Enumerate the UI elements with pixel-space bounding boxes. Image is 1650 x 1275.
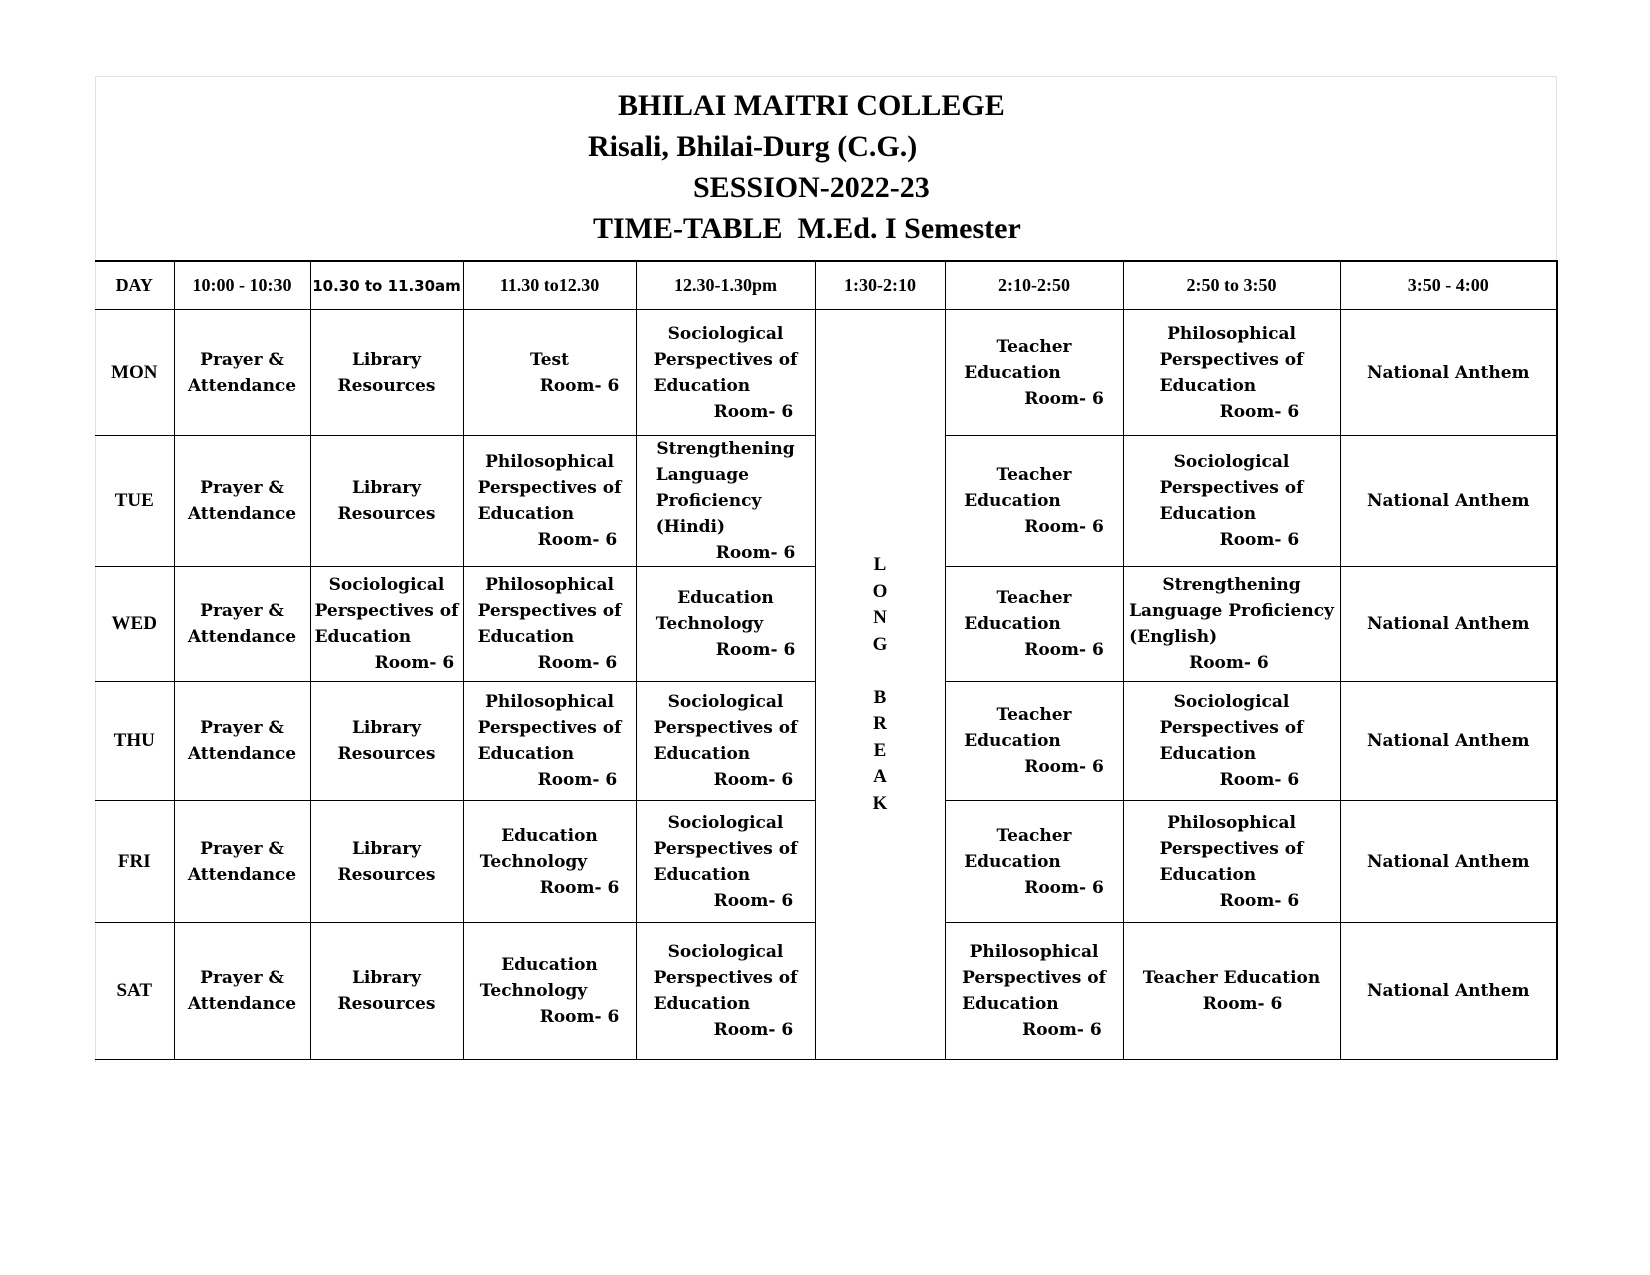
cell-line: Education: [314, 627, 412, 647]
cell-line: Room- 6: [1219, 401, 1300, 422]
cell-line: Language: [655, 465, 749, 485]
period-cell: [174, 682, 310, 801]
cell-text: [478, 572, 622, 676]
cell-text: [1160, 321, 1304, 425]
cell-line: Library: [351, 718, 422, 738]
break-letter: N: [873, 607, 887, 628]
cell-line: Perspectives of: [962, 968, 1106, 988]
cell-text: [1160, 689, 1304, 793]
cell-line: Room- 6: [1022, 1020, 1102, 1040]
cell-line: Education: [964, 614, 1061, 634]
cell-line: Education: [964, 731, 1061, 751]
period-cell: [636, 436, 815, 567]
cell-line: Attendance: [187, 994, 297, 1014]
cell-text: [656, 585, 796, 663]
period-cell: [636, 682, 815, 801]
college-location: Risali, Bhilai-Durg (C.G.): [588, 130, 918, 163]
period-cell: [1123, 436, 1340, 567]
cell-text: [962, 939, 1106, 1043]
cell-line: (English): [1129, 627, 1218, 647]
cell-line: Perspectives of: [477, 601, 622, 621]
cell-line: Room- 6: [374, 653, 455, 673]
national-anthem-cell: National Anthem: [1340, 923, 1557, 1060]
cell-line: Library: [351, 838, 422, 859]
cell-line: Teacher: [996, 588, 1072, 608]
cell-line: Room- 6: [713, 1020, 794, 1040]
cell-line: Perspectives of: [477, 718, 622, 738]
cell-line: Room- 6: [1202, 994, 1283, 1014]
cell-line: Philosophical: [1167, 323, 1296, 344]
cell-line: Sociological: [1173, 452, 1290, 472]
cell-line: Education: [964, 851, 1061, 872]
cell-line: Prayer &: [200, 838, 284, 859]
cell-text: [188, 715, 296, 767]
cell-line: Room- 6: [1024, 877, 1104, 898]
col-header-day: DAY: [95, 261, 174, 310]
cell-line: Strengthening: [1162, 575, 1301, 595]
period-cell: [310, 682, 463, 801]
cell-line: Prayer &: [200, 478, 284, 498]
session-label: SESSION-2022-23: [693, 171, 930, 204]
cell-text: [480, 823, 620, 901]
break-letter: A: [873, 766, 887, 787]
period-cell: [463, 801, 636, 923]
cell-line: Resources: [337, 375, 436, 396]
cell-line: Room- 6: [537, 653, 618, 673]
cell-line: Room- 6: [1024, 517, 1104, 537]
cell-line: Perspectives of: [1159, 718, 1304, 738]
cell-text: [480, 952, 620, 1030]
cell-line: Education: [653, 864, 751, 885]
cell-line: Education: [677, 588, 774, 608]
cell-text: [188, 836, 296, 888]
cell-line: Room- 6: [713, 770, 794, 790]
period-cell: [174, 801, 310, 923]
day-label: SAT: [95, 923, 174, 1060]
national-anthem-cell: National Anthem: [1340, 801, 1557, 923]
cell-text: [964, 334, 1104, 412]
day-row: [95, 310, 1557, 436]
col-header-period-4: 12.30-1.30pm: [636, 261, 815, 310]
cell-line: Room- 6: [1189, 653, 1269, 673]
cell-line: Teacher: [996, 825, 1072, 846]
cell-line: Sociological: [328, 575, 445, 595]
break-letter: B: [873, 686, 887, 708]
period-cell: [174, 567, 310, 682]
cell-text: [656, 436, 796, 566]
cell-line: Language Proficiency: [1129, 601, 1334, 621]
cell-text: [188, 347, 296, 399]
cell-line: Perspectives of: [653, 968, 798, 988]
cell-line: Education: [962, 994, 1059, 1014]
period-cell: [463, 436, 636, 567]
cell-text: [338, 475, 436, 527]
national-anthem-cell: National Anthem: [1340, 567, 1557, 682]
period-cell: [310, 801, 463, 923]
cell-line: Sociological: [1173, 692, 1290, 712]
cell-text: [654, 689, 798, 793]
period-cell: [174, 436, 310, 567]
cell-line: Library: [351, 349, 422, 370]
day-label: FRI: [95, 801, 174, 923]
cell-text: [478, 449, 622, 553]
period-cell: [1123, 682, 1340, 801]
period-cell: [310, 436, 463, 567]
cell-line: Education: [964, 362, 1061, 383]
cell-line: Attendance: [187, 744, 297, 764]
col-header-period-7: 2:50 to 3:50: [1123, 261, 1340, 310]
cell-line: Philosophical: [485, 452, 614, 472]
cell-line: (Hindi): [655, 517, 725, 537]
cell-line: Philosophical: [485, 692, 614, 712]
long-break-label: [873, 552, 888, 817]
period-cell: [945, 682, 1123, 801]
cell-line: Attendance: [187, 627, 297, 647]
period-cell: [636, 310, 815, 436]
cell-text: [338, 347, 436, 399]
cell-line: Room- 6: [1024, 640, 1104, 660]
cell-line: Teacher: [996, 336, 1072, 357]
cell-text: [1143, 965, 1321, 1017]
cell-line: Teacher Education: [1142, 968, 1321, 988]
cell-line: Education: [1159, 375, 1257, 396]
period-cell: [1123, 801, 1340, 923]
cell-line: Perspectives of: [653, 838, 798, 859]
cell-text: [964, 462, 1104, 540]
cell-line: Perspectives of: [1159, 478, 1304, 498]
period-cell: [310, 567, 463, 682]
college-name: BHILAI MAITRI COLLEGE: [618, 89, 1005, 122]
period-cell: [463, 310, 636, 436]
cell-line: Perspectives of: [653, 349, 798, 370]
cell-line: Education: [501, 955, 598, 975]
cell-line: Prayer &: [200, 349, 284, 370]
cell-text: [188, 965, 296, 1017]
cell-text: [1160, 810, 1304, 914]
cell-line: Attendance: [187, 864, 297, 885]
cell-text: [478, 689, 622, 793]
cell-line: Room- 6: [715, 640, 796, 660]
cell-text: [188, 475, 296, 527]
cell-line: Library: [351, 968, 422, 988]
cell-line: Resources: [337, 994, 436, 1014]
period-cell: [1123, 310, 1340, 436]
cell-text: [654, 939, 798, 1043]
cell-line: Prayer &: [200, 718, 284, 738]
cell-line: Philosophical: [485, 575, 614, 595]
cell-text: [964, 823, 1104, 901]
period-cell: [636, 923, 815, 1060]
cell-text: [338, 836, 436, 888]
day-label: THU: [95, 682, 174, 801]
cell-line: Education: [477, 744, 575, 764]
cell-line: Room- 6: [1024, 757, 1104, 777]
national-anthem-cell: National Anthem: [1340, 436, 1557, 567]
break-letter: [873, 658, 888, 685]
cell-line: Perspectives of: [314, 601, 459, 621]
day-label: TUE: [95, 436, 174, 567]
period-cell: [945, 436, 1123, 567]
cell-line: Room- 6: [1219, 530, 1300, 550]
cell-line: Room- 6: [1024, 388, 1104, 409]
cell-line: Philosophical: [1167, 812, 1296, 833]
cell-text: [338, 715, 436, 767]
cell-line: Technology: [479, 981, 588, 1001]
timetable-table: [95, 260, 1558, 1060]
cell-line: Education: [1159, 744, 1257, 764]
timetable-title: TIME-TABLE M.Ed. I Semester: [593, 212, 1021, 245]
header-row: [95, 261, 1557, 310]
cell-line: Education: [653, 744, 751, 764]
cell-line: Perspectives of: [477, 478, 622, 498]
cell-line: Strengthening: [656, 439, 795, 459]
cell-line: Room- 6: [715, 543, 796, 563]
day-label: MON: [95, 310, 174, 436]
cell-text: [654, 321, 798, 425]
col-header-period-8: 3:50 - 4:00: [1340, 261, 1557, 310]
cell-text: [964, 585, 1104, 663]
cell-line: Test: [530, 349, 569, 370]
cell-text: [1160, 449, 1304, 553]
cell-line: Resources: [337, 864, 436, 885]
cell-line: Prayer &: [200, 968, 284, 988]
cell-line: Room- 6: [539, 877, 620, 898]
cell-line: Education: [477, 627, 575, 647]
cell-line: Room- 6: [713, 401, 794, 422]
col-header-period-1: 10:00 - 10:30: [174, 261, 310, 310]
cell-line: Prayer &: [200, 601, 284, 621]
cell-line: Room- 6: [1219, 770, 1300, 790]
cell-line: Perspectives of: [1159, 838, 1304, 859]
period-cell: [310, 923, 463, 1060]
cell-line: Education: [501, 825, 598, 846]
period-cell: [945, 567, 1123, 682]
day-label: WED: [95, 567, 174, 682]
cell-line: Sociological: [667, 812, 784, 833]
cell-text: [654, 810, 798, 914]
col-header-period-2: 10.30 to 11.30am: [310, 261, 463, 310]
cell-line: Teacher: [996, 465, 1072, 485]
period-cell: [636, 801, 815, 923]
cell-line: Room- 6: [539, 1007, 620, 1027]
cell-line: Perspectives of: [653, 718, 798, 738]
period-cell: [1123, 567, 1340, 682]
cell-line: Technology: [655, 614, 764, 634]
cell-line: Education: [653, 994, 751, 1014]
break-letter: K: [872, 792, 888, 814]
cell-line: Room- 6: [537, 530, 618, 550]
cell-line: Education: [1159, 504, 1257, 524]
cell-line: Room- 6: [537, 770, 618, 790]
cell-line: Room- 6: [713, 890, 794, 911]
cell-line: Sociological: [667, 942, 784, 962]
cell-line: Sociological: [667, 323, 784, 344]
cell-line: Room- 6: [1219, 890, 1300, 911]
cell-text: [480, 347, 620, 399]
period-cell: [636, 567, 815, 682]
cell-text: [188, 598, 296, 650]
period-cell: [174, 310, 310, 436]
cell-line: Education: [1159, 864, 1257, 885]
period-cell: [945, 801, 1123, 923]
cell-text: [338, 965, 436, 1017]
period-cell: [174, 923, 310, 1060]
break-letter: O: [872, 580, 888, 602]
cell-line: Library: [351, 478, 422, 498]
cell-text: [1129, 572, 1334, 676]
cell-line: Education: [964, 491, 1061, 511]
cell-line: Teacher: [996, 705, 1072, 725]
national-anthem-cell: National Anthem: [1340, 310, 1557, 436]
cell-line: Resources: [337, 744, 436, 764]
period-cell: [945, 923, 1123, 1060]
national-anthem-cell: National Anthem: [1340, 682, 1557, 801]
period-cell: [310, 310, 463, 436]
period-cell: [463, 682, 636, 801]
cell-line: Attendance: [187, 504, 297, 524]
cell-line: Philosophical: [969, 942, 1099, 962]
cell-line: Education: [653, 375, 751, 396]
period-cell: [463, 923, 636, 1060]
cell-line: Perspectives of: [1159, 349, 1304, 370]
cell-line: Education: [477, 504, 575, 524]
period-cell: [945, 310, 1123, 436]
cell-text: [315, 572, 459, 676]
cell-line: Attendance: [187, 375, 297, 396]
cell-line: Resources: [337, 504, 436, 524]
cell-line: Technology: [479, 851, 588, 872]
cell-text: [964, 702, 1104, 780]
break-letter: E: [873, 739, 887, 761]
timetable-header: [95, 76, 1557, 260]
col-header-period-6: 2:10-2:50: [945, 261, 1123, 310]
cell-line: Sociological: [667, 692, 784, 712]
break-letter: G: [872, 633, 888, 655]
cell-line: Room- 6: [539, 375, 620, 396]
break-letter: L: [873, 554, 887, 575]
period-cell: [463, 567, 636, 682]
period-cell: [1123, 923, 1340, 1060]
break-letter: R: [873, 713, 887, 734]
col-header-period-3: 11.30 to12.30: [463, 261, 636, 310]
cell-line: Proficiency: [655, 491, 762, 511]
col-header-break: 1:30-2:10: [815, 261, 945, 310]
long-break-cell: [815, 310, 945, 1060]
